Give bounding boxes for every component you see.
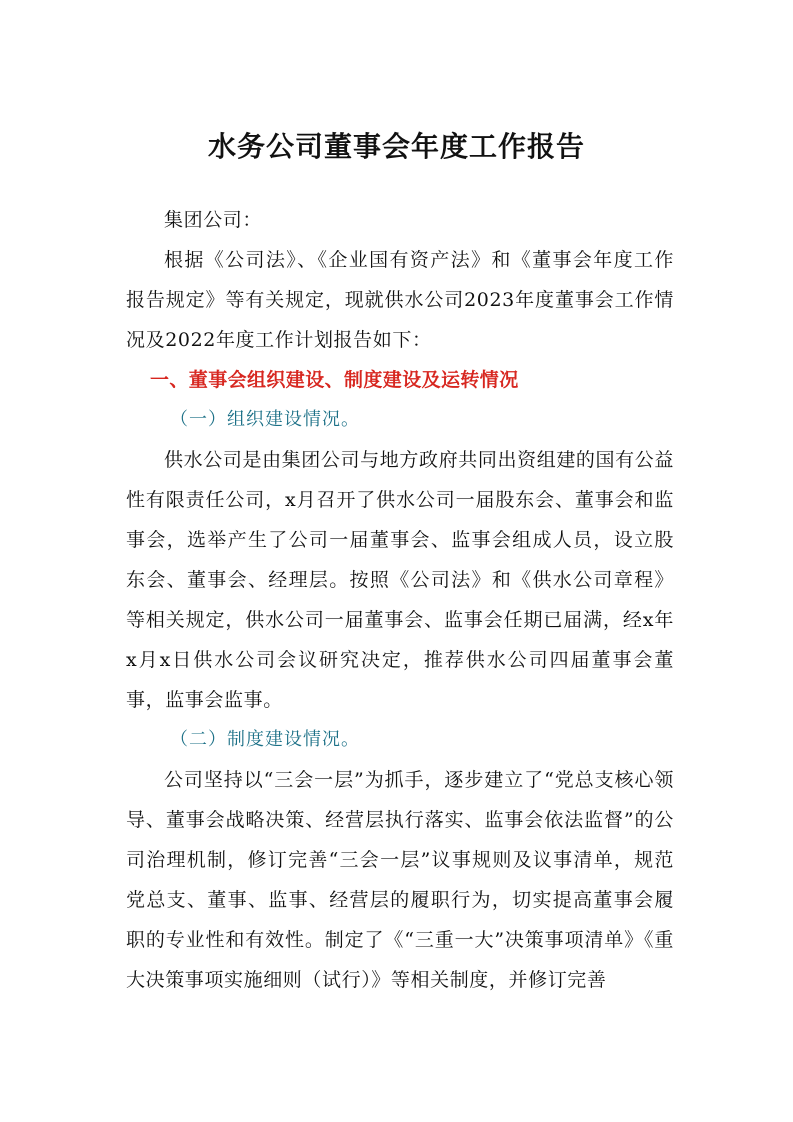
section-heading-1: 一、董事会组织建设、制度建设及运转情况	[150, 369, 519, 391]
subsection-paragraph-1: 供水公司是由集团公司与地方政府共同出资组建的国有公益性有限责任公司，x月召开了供水公司一届股东会、董事会和监事会，选举产生了公司一届董事会、监事会组成人员，设立股东会、董事会、经理层。按照《公司法》和《供水公司章程》等相关规定，供水公司一届董事会、监事会任期已届满，经x年x月x日供水公司会议研究决定，推荐供水公司四届董事会董事，监事会监事。	[126, 449, 674, 711]
subsection-heading-1: （一）组织建设情况。	[170, 409, 360, 430]
salutation: 集团公司：	[164, 209, 263, 231]
subsection-paragraph-2: 公司坚持以“三会一层”为抓手，逐步建立了“党总支核心领导、董事会战略决策、经营层执行落实、监事会依法监督”的公司治理机制，修订完善“三会一层”议事规则及议事清单，规范党总支、董事、监事、经营层的履职行为，切实提高董事会履职的专业性和有效性。制定了《“三重一大”决策事项清单》《重大决策事项实施细则（试行）》等相关制度，并修订完善	[126, 769, 674, 991]
document-title: 水务公司董事会年度工作报告	[207, 130, 585, 163]
subsection-heading-2: （二）制度建设情况。	[170, 729, 360, 750]
document-body	[126, 200, 674, 1000]
intro-paragraph: 根据《公司法》、《企业国有资产法》和《董事会年度工作报告规定》等有关规定，现就供水公司2023年度董事会工作情况及2022年度工作计划报告如下：	[126, 249, 674, 351]
